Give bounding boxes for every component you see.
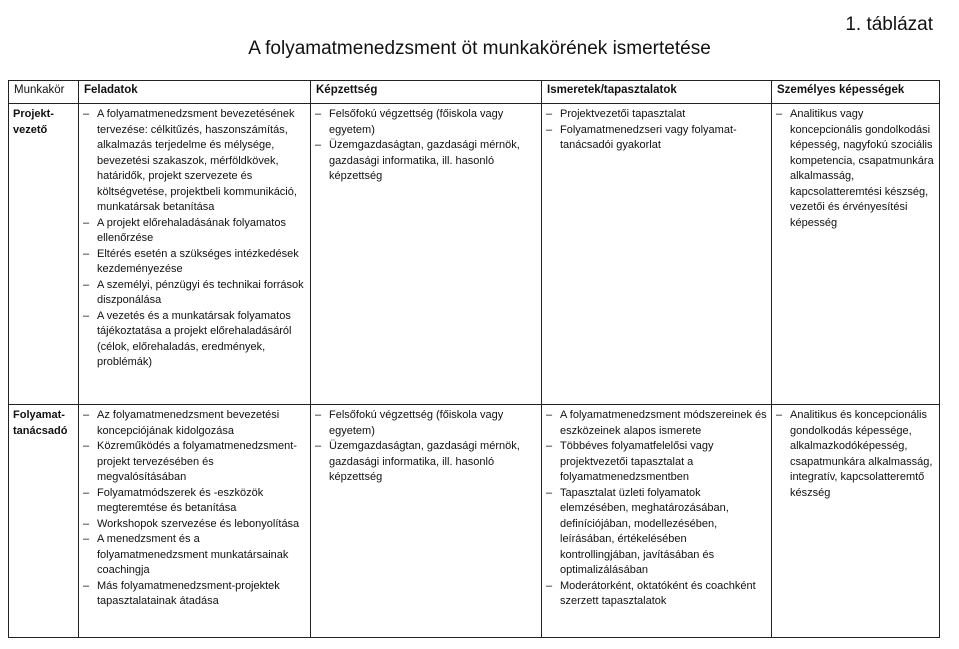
table-header-row	[9, 81, 940, 104]
list-item: – Workshopok szervezése és lebonyolítása	[83, 517, 306, 533]
page-title: A folyamatmenedzsment öt munkakörének ismertetése	[248, 38, 711, 59]
skills-cell	[772, 104, 940, 405]
list-item: – Folyamatmenedzseri vagy folyamat-tanácsadói gyakorlat	[546, 123, 767, 154]
list-item: – Üzemgazdaságtan, gazdasági mérnök, gazdasági informatika, ill. hasonló képzettség	[315, 138, 537, 185]
header-role: Munkakör	[9, 81, 79, 104]
list-item: – Többéves folyamatfelelősi vagy projektvezetői tapasztalat a folyamatmenedzsmentben	[546, 439, 767, 486]
list-item: – Felsőfokú végzettség (főiskola vagy egyetem)	[315, 107, 537, 138]
education-cell	[311, 104, 542, 405]
list-item: – Az folyamatmenedzsment bevezetési koncepciójának kidolgozása	[83, 408, 306, 439]
list-item: – Analitikus vagy koncepcionális gondolkodási képesség, nagyfokú szociális kompetencia, csapatmunkára alkalmasság, kapcsolatteremtési készség, vezetői és érvényesítési képesség	[776, 107, 935, 231]
list-item: – Projektvezetői tapasztalat	[546, 107, 767, 123]
experience-cell	[542, 405, 772, 638]
list-item: – Folyamatmódszerek és -eszközök megteremtése és betanítása	[83, 486, 306, 517]
list-item: – Analitikus és koncepcionális gondolkodás képessége, alkalmazkodóképesség, csapatmunkára alkalmasság, integratív, kapcsolatteremtő készség	[776, 408, 935, 501]
header-skills: Személyes képességek	[772, 81, 940, 104]
tasks-cell	[79, 405, 311, 638]
tasks-cell	[79, 104, 311, 405]
skills-cell	[772, 405, 940, 638]
list-item: – A menedzsment és a folyamatmenedzsment munkatársainak coachingja	[83, 532, 306, 579]
list-item: – A folyamatmenedzsment módszereinek és eszközeinek alapos ismerete	[546, 408, 767, 439]
list-item: – A személyi, pénzügyi és technikai források diszponálása	[83, 278, 306, 309]
role-cell: Folyamat-tanácsadó	[9, 405, 79, 638]
list-item: – A vezetés és a munkatársak folyamatos tájékoztatása a projekt előrehaladásáról (célok, előrehaladás, eredmények, problémák)	[83, 309, 306, 371]
list-item: – A folyamatmenedzsment bevezetésének tervezése: célkitűzés, haszonszámítás, alkalmazás terjedelme és mélysége, bevezetési szakaszok, mérföldkövek, határidők, projekt szervezete és költségvetése, projektbeli kommunikáció, munkatársak betanítása	[83, 107, 306, 216]
list-item: – A projekt előrehaladásának folyamatos ellenőrzése	[83, 216, 306, 247]
list-item: – Közreműködés a folyamatmenedzsment-projekt tervezésében és megvalósításában	[83, 439, 306, 486]
header-tasks: Feladatok	[79, 81, 311, 104]
list-item: – Moderátorként, oktatóként és coachként szerzett tapasztalatok	[546, 579, 767, 610]
list-item: – Tapasztalat üzleti folyamatok elemzésében, meghatározásában, definíciójában, modellezésében, leírásában, értékelésében kontrollingjában, javításában és optimalizálásában	[546, 486, 767, 579]
list-item: – Üzemgazdaságtan, gazdasági mérnök, gazdasági informatika, ill. hasonló képzettség	[315, 439, 537, 486]
list-item: – Eltérés esetén a szükséges intézkedések kezdeményezése	[83, 247, 306, 278]
role-cell: Projekt-vezető	[9, 104, 79, 405]
job-roles-table	[8, 80, 940, 638]
list-item: – Más folyamatmenedzsment-projektek tapasztalatainak átadása	[83, 579, 306, 610]
header-education: Képzettség	[311, 81, 542, 104]
experience-cell	[542, 104, 772, 405]
table-row	[9, 405, 940, 638]
table-label: 1. táblázat	[845, 14, 933, 35]
list-item: – Felsőfokú végzettség (főiskola vagy egyetem)	[315, 408, 537, 439]
education-cell	[311, 405, 542, 638]
header-experience: Ismeretek/tapasztalatok	[542, 81, 772, 104]
table-row	[9, 104, 940, 405]
